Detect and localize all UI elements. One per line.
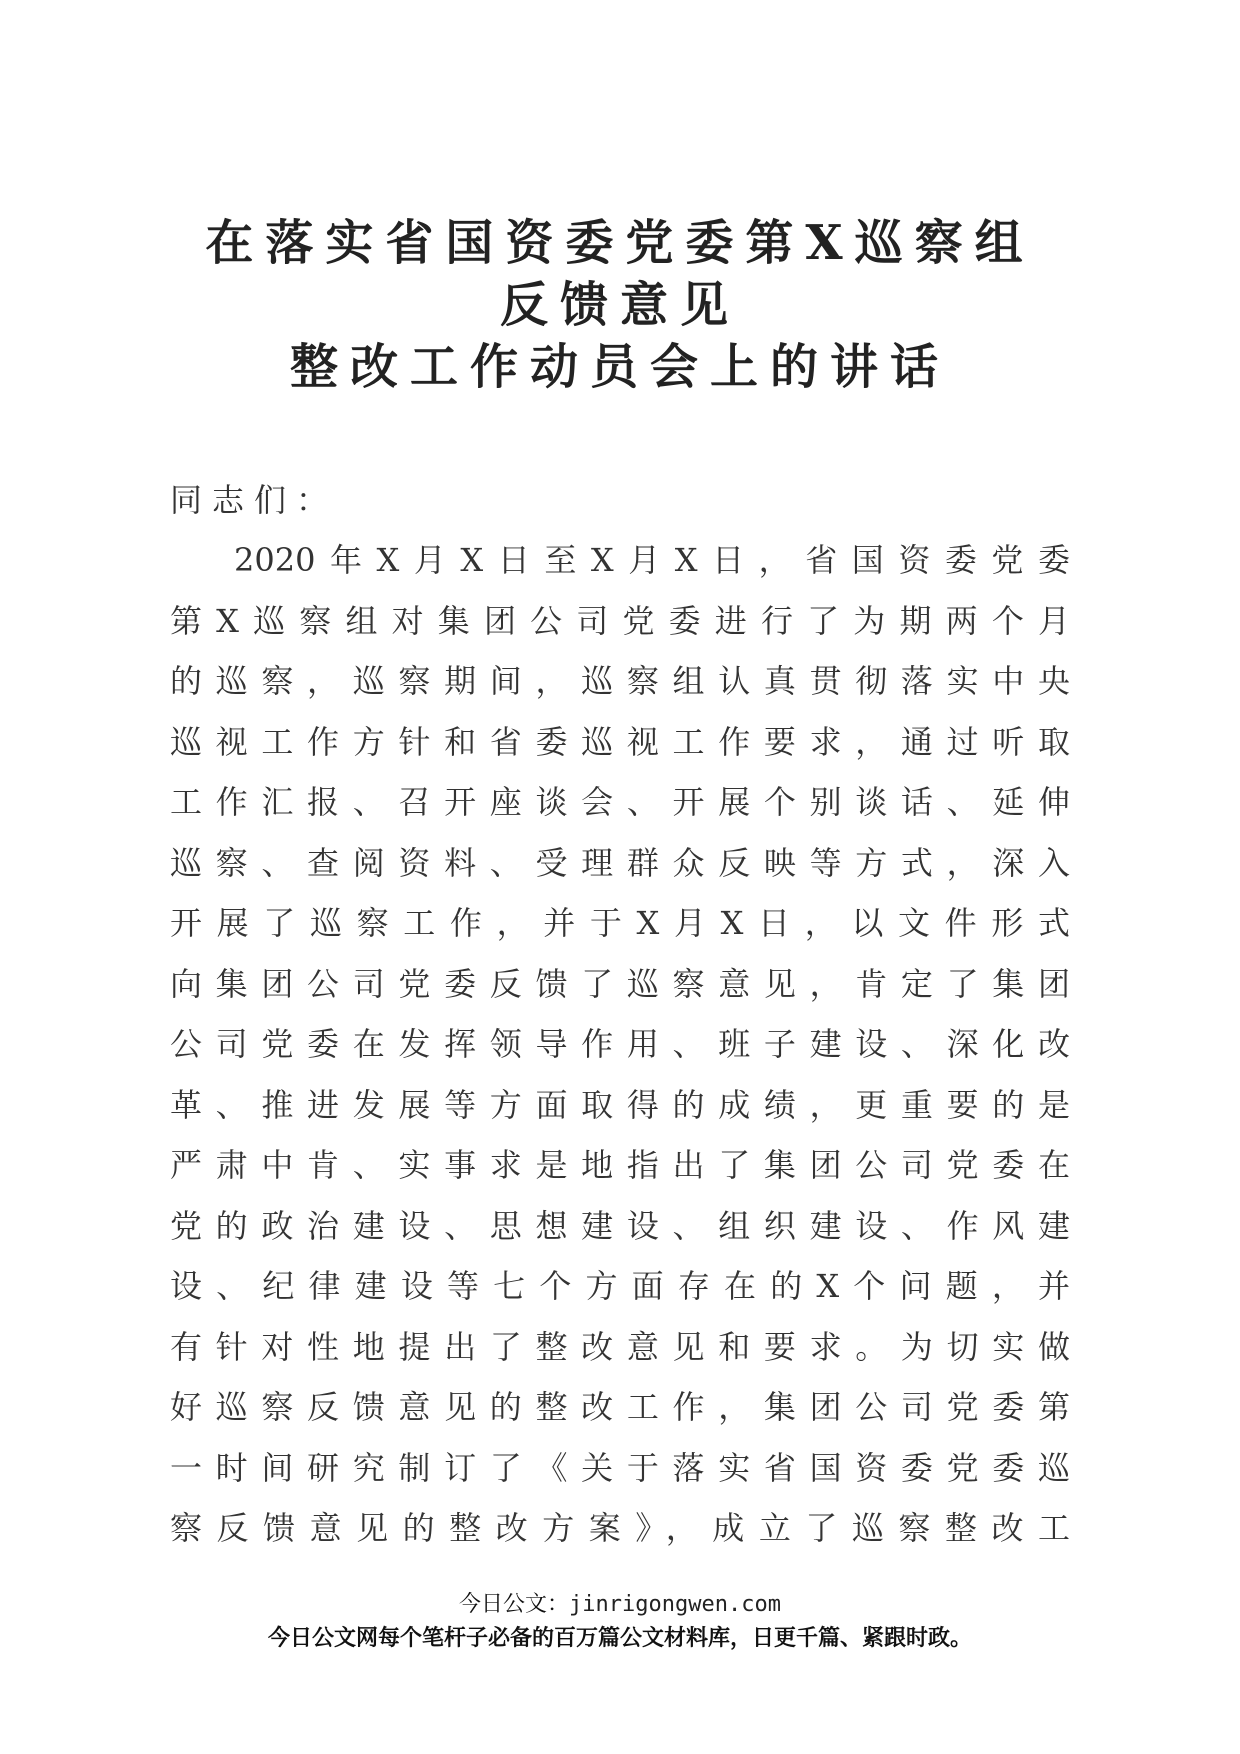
salutation: 同志们：: [170, 481, 339, 519]
speech-paragraph: [170, 530, 1070, 1559]
document-title: [160, 212, 1080, 398]
paragraph-line: 公司党委在发挥领导作用、班子建设、深化改: [170, 1025, 1070, 1063]
title-line-2: 反馈意见: [499, 277, 740, 333]
paragraph-line: 巡察、查阅资料、受理群众反映等方式，深入: [170, 843, 1070, 882]
paragraph-line: 严肃中肯、实事求是地指出了集团公司党委在: [170, 1146, 1070, 1184]
paragraph-line: 设、纪律建设等七个方面存在的X个问题，并: [170, 1267, 1070, 1305]
paragraph-line: 察反馈意见的整改方案》，成立了巡察整改工: [170, 1509, 1070, 1547]
paragraph-line: 好巡察反馈意见的整改工作，集团公司党委第: [170, 1388, 1070, 1426]
paragraph-line: 的巡察，巡察期间，巡察组认真贯彻落实中央: [170, 662, 1070, 700]
paragraph-line: 党的政治建设、思想建设、组织建设、作风建: [170, 1206, 1070, 1245]
paragraph-line: 向集团公司党委反馈了巡察意见，肯定了集团: [170, 964, 1070, 1003]
paragraph-line: 有针对性地提出了整改意见和要求。为切实做: [170, 1327, 1070, 1366]
title-line-3: 整改工作动员会上的讲话: [289, 339, 950, 395]
speech-body: [170, 470, 1070, 1559]
page-footer: [0, 1588, 1240, 1656]
paragraph-line: 一时间研究制订了《关于落实省国资委党委巡: [170, 1448, 1070, 1487]
footer-url-link[interactable]: jinrigongwen.com: [569, 1592, 781, 1617]
paragraph-line: 革、推进发展等方面取得的成绩，更重要的是: [170, 1085, 1070, 1124]
paragraph-line: 2020年X月X日至X月X日，省国资委党委: [234, 541, 1070, 579]
paragraph-line: 第X巡察组对集团公司党委进行了为期两个月: [170, 601, 1070, 640]
footer-slogan: 今日公文网每个笔杆子必备的百万篇公文材料库，日更千篇、紧跟时政。: [267, 1626, 972, 1651]
footer-source: [0, 1588, 1240, 1622]
paragraph-line: 开展了巡察工作，并于X月X日，以文件形式: [170, 904, 1070, 942]
footer-label: 今日公文：: [459, 1592, 570, 1617]
paragraph-line: 工作汇报、召开座谈会、开展个别谈话、延伸: [170, 783, 1070, 821]
paragraph-line: 巡视工作方针和省委巡视工作要求，通过听取: [170, 722, 1070, 761]
title-line-1: 在落实省国资委党委第X巡察组: [205, 215, 1035, 271]
